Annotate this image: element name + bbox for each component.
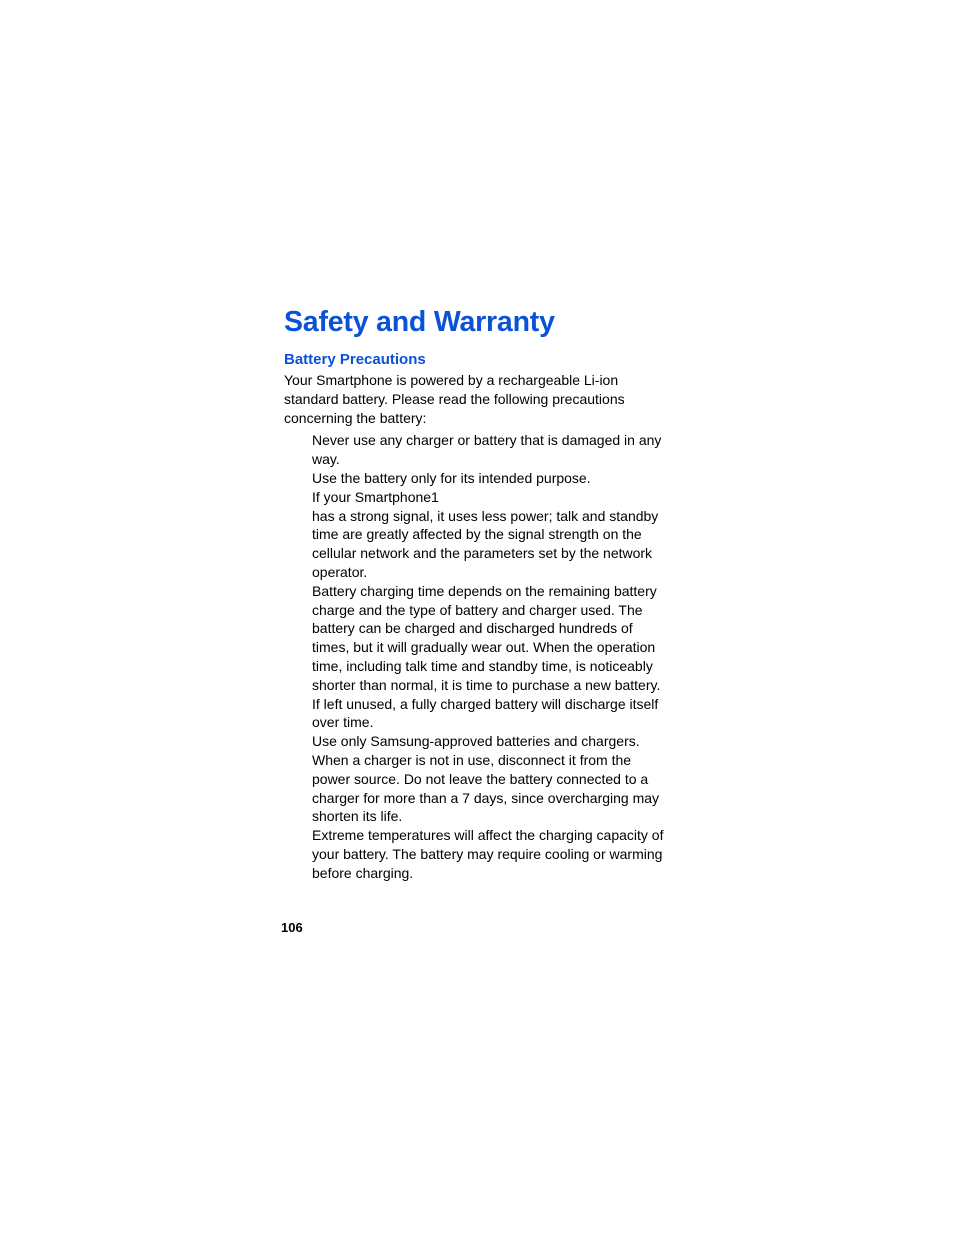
list-item: Never use any charger or battery that is damaged in any way. (312, 432, 662, 468)
page-number: 106 (281, 920, 303, 935)
list-item: If left unused, a fully charged battery will discharge itself over time. (312, 695, 659, 731)
precautions-list (284, 431, 674, 882)
page-content (284, 300, 674, 883)
list-item: Use only Samsung-approved batteries and chargers. When a charger is not in use, disconnect it from the power source. Do not leave the battery connected to a charger for more than a 7 days, since overcharging may shorten its life. (312, 733, 660, 825)
page-title: Safety and Warranty (284, 306, 555, 338)
list-item: Extreme temperatures will affect the charging capacity of your battery. The battery may require cooling or warming before charging. (312, 827, 664, 881)
list-item: Battery charging time depends on the remaining battery charge and the type of battery and charger used. The battery can be charged and discharged hundreds of times, but it will gradually wear out. When the operation time, including talk time and standby time, is noticeably shorter than normal, it is time to purchase a new battery. (312, 582, 661, 693)
list-item: If your Smartphone1 (312, 488, 439, 505)
section-heading: Battery Precautions (284, 351, 426, 368)
intro-paragraph: Your Smartphone is powered by a rechargeable Li-ion standard battery. Please read the following precautions concerning the battery: (284, 372, 625, 426)
list-item: Use the battery only for its intended purpose. (312, 469, 591, 486)
list-item: has a strong signal, it uses less power; talk and standby time are greatly affected by the signal strength on the cellular network and the parameters set by the network operator. (312, 507, 659, 580)
